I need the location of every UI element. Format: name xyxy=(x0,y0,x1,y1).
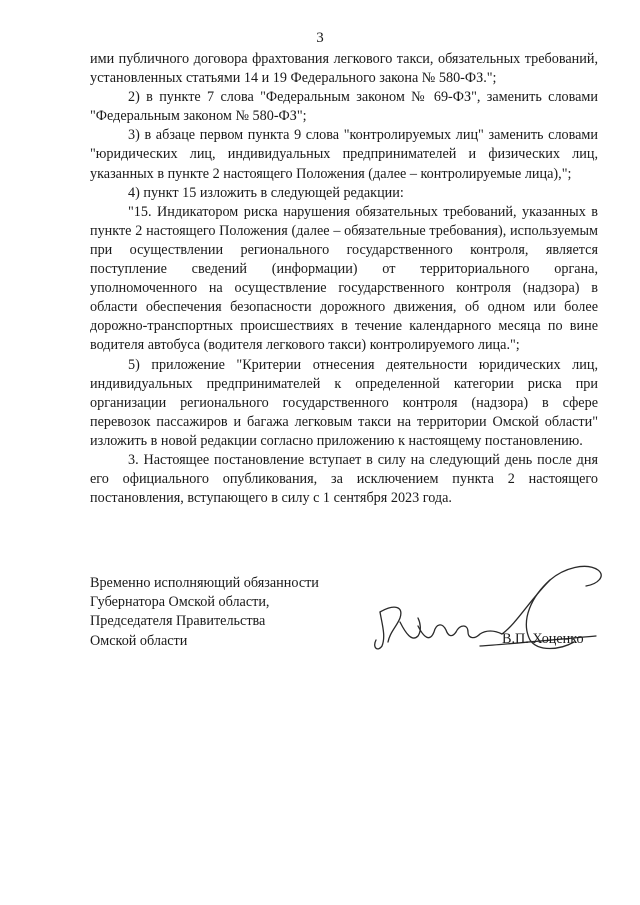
paragraph-item-3: 3) в абзаце первом пункта 9 слова "контролируемых лиц" заменить словами "юридических лиц, индивидуальных предпринимателей и физических лиц, указанных в пункте 2 настоящего Положения (далее – контролируемые лица),"; xyxy=(90,127,598,182)
signatory-title xyxy=(90,574,319,651)
paragraph-continuation: ими публичного договора фрахтования легкового такси, обязательных требований, установленных статьями 14 и 19 Федерального закона № 580-ФЗ."; xyxy=(90,51,598,87)
paragraph-item-4: 4) пункт 15 изложить в следующей редакции: xyxy=(128,184,404,201)
document-body xyxy=(90,50,598,508)
signer-name: В.П. Хоценко xyxy=(502,631,584,647)
page-number: 3 xyxy=(316,30,324,46)
paragraph-item-5: 5) приложение "Критерии отнесения деятельности юридических лиц, индивидуальных предпринимателей к определенной категории риска при организации регионального государственного контроля (надзора) в сфере перевозок пассажиров и багажа легковым такси на территории Омской области" изложить в новой редакции согласно приложению к настоящему постановлению. xyxy=(90,356,598,449)
paragraph-clause-3: 3. Настоящее постановление вступает в силу на следующий день после дня его официального опубликования, за исключением пункта 2 настоящего постановления, вступающего в силу с 1 сентября 2023 года. xyxy=(90,451,598,507)
signatory-line-3: Председателя Правительства xyxy=(90,613,266,630)
handwritten-signature-icon xyxy=(360,560,610,670)
paragraph-quote-15: "15. Индикатором риска нарушения обязательных требований, указанных в пункте 2 настоящего Положения (далее – обязательные требования), используемым при осуществлении регионального государственного контроля, является поступление сведений (информации) от территориального органа, уполномоченного на осуществление государственного контроля (надзора) в области обеспечения безопасности дорожного движения, об одном или более дорожно-транспортных происшествиях в течение календарного месяца по вине водителя автобуса (водителя легкового такси) контролируемого лица."; xyxy=(90,203,598,354)
signatory-line-2: Губернатора Омской области, xyxy=(90,594,270,611)
signatory-line-4: Омской области xyxy=(90,632,188,649)
signatory-line-1: Временно исполняющий обязанности xyxy=(90,575,319,591)
paragraph-item-2: 2) в пункте 7 слова "Федеральным законом № 69-ФЗ", заменить словами "Федеральным законом № 580-ФЗ"; xyxy=(90,89,598,125)
